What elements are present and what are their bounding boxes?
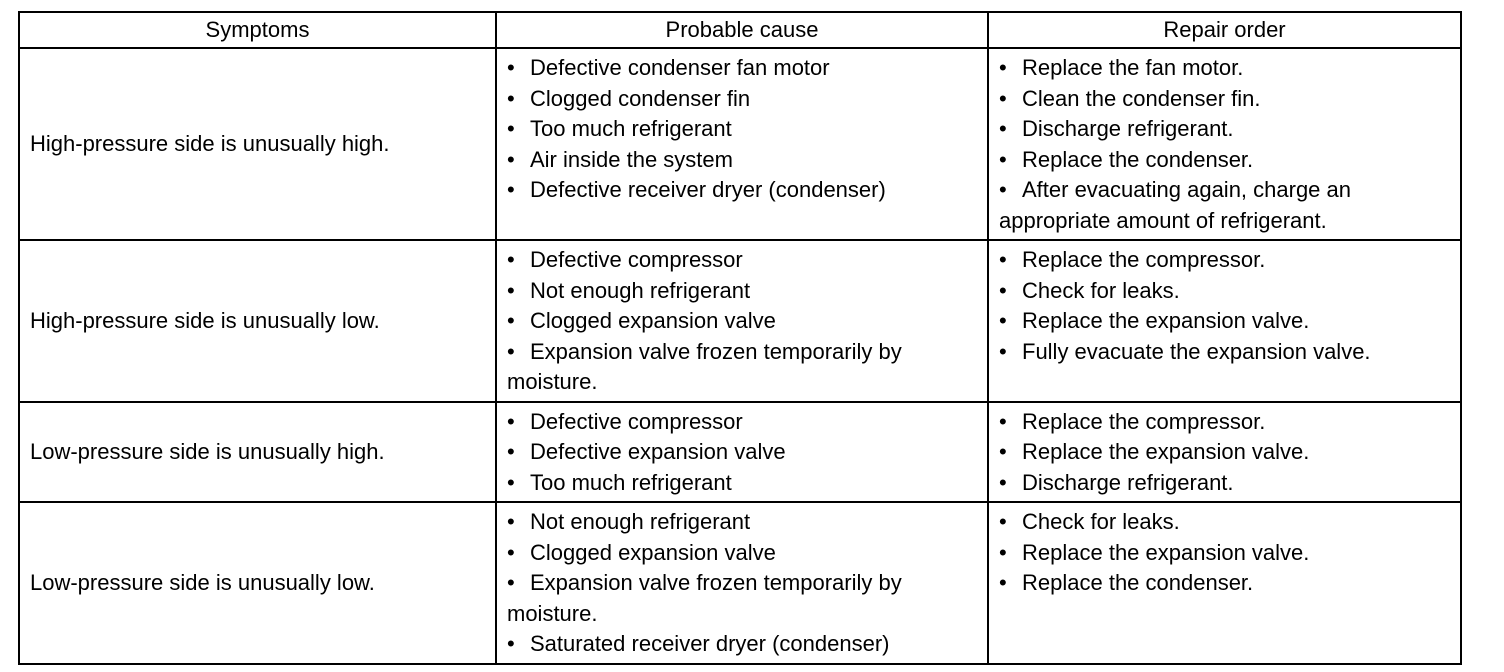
header-row xyxy=(19,12,1461,48)
bullet-icon: • xyxy=(507,408,515,434)
bullet-icon: • xyxy=(507,469,515,495)
symptom-cell: Low-pressure side is unusually low. xyxy=(19,502,496,664)
diagnosis-table xyxy=(18,11,1462,665)
table-row xyxy=(19,502,1461,664)
list-item: • Defective receiver dryer (condenser) xyxy=(507,175,977,206)
list-item: • Defective condenser fan motor xyxy=(507,53,977,84)
list-item: • Replace the fan motor. xyxy=(999,53,1450,84)
list-item: • Check for leaks. xyxy=(999,507,1450,538)
list-item: • Clogged condenser fin xyxy=(507,84,977,115)
header-symptoms: Symptoms xyxy=(19,12,496,48)
list-item: • Expansion valve frozen temporarily by moisture. xyxy=(507,338,902,394)
list-item: • Clean the condenser fin. xyxy=(999,84,1450,115)
bullet-icon: • xyxy=(507,631,515,656)
list-item: • Replace the compressor. xyxy=(999,407,1450,438)
bullet-icon: • xyxy=(507,85,515,111)
bullet-icon: • xyxy=(999,338,1007,364)
cause-cell xyxy=(496,402,988,503)
list-item: • Defective compressor xyxy=(507,407,977,438)
list-item: • Fully evacuate the expansion valve. xyxy=(999,337,1450,368)
bullet-icon: • xyxy=(999,146,1007,172)
cause-cell xyxy=(496,240,988,402)
repair-cell xyxy=(988,240,1461,402)
list-item: • Defective expansion valve xyxy=(507,437,977,468)
header-repair-order: Repair order xyxy=(988,12,1461,48)
list-item: • Too much refrigerant xyxy=(507,468,977,499)
symptom-cell: High-pressure side is unusually low. xyxy=(19,240,496,402)
list-item: • Clogged expansion valve xyxy=(507,538,977,569)
list-item: • Saturated receiver dryer (condenser) xyxy=(507,629,977,660)
symptom-cell: High-pressure side is unusually high. xyxy=(19,48,496,240)
bullet-icon: • xyxy=(999,570,1007,595)
list-item: • Air inside the system xyxy=(507,145,977,176)
bullet-icon: • xyxy=(507,146,515,172)
bullet-icon: • xyxy=(999,509,1007,534)
list-item: • Discharge refrigerant. xyxy=(999,468,1450,499)
list-item: • Replace the condenser. xyxy=(999,568,1450,599)
symptom-cell: Low-pressure side is unusually high. xyxy=(19,402,496,503)
list-item: • Not enough refrigerant xyxy=(507,276,977,307)
list-item: • Not enough refrigerant xyxy=(507,507,977,538)
list-item: • Defective compressor xyxy=(507,245,977,276)
list-item: • Replace the condenser. xyxy=(999,145,1450,176)
list-item: • Check for leaks. xyxy=(999,276,1450,307)
list-item: • After evacuating again, charge an appropriate amount of refrigerant. xyxy=(999,177,1352,233)
bullet-icon: • xyxy=(999,539,1007,565)
bullet-icon: • xyxy=(507,539,515,565)
bullet-icon: • xyxy=(507,277,515,303)
bullet-icon: • xyxy=(999,247,1007,272)
list-item: • Clogged expansion valve xyxy=(507,306,977,337)
bullet-icon: • xyxy=(507,338,515,364)
bullet-icon: • xyxy=(507,439,515,464)
cause-cell xyxy=(496,48,988,240)
bullet-icon: • xyxy=(507,247,515,272)
list-item: • Expansion valve frozen temporarily by moisture. xyxy=(507,570,902,626)
bullet-icon: • xyxy=(507,509,515,534)
list-item: • Replace the expansion valve. xyxy=(999,437,1450,468)
bullet-icon: • xyxy=(999,177,1007,202)
list-item: • Replace the expansion valve. xyxy=(999,306,1450,337)
repair-cell xyxy=(988,402,1461,503)
repair-cell xyxy=(988,502,1461,664)
cause-cell xyxy=(496,502,988,664)
list-item: • Replace the expansion valve. xyxy=(999,538,1450,569)
bullet-icon: • xyxy=(999,308,1007,333)
bullet-icon: • xyxy=(507,55,515,80)
bullet-icon: • xyxy=(999,408,1007,434)
bullet-icon: • xyxy=(999,55,1007,80)
table-row xyxy=(19,402,1461,503)
repair-cell xyxy=(988,48,1461,240)
bullet-icon: • xyxy=(999,277,1007,303)
table-row xyxy=(19,48,1461,240)
bullet-icon: • xyxy=(507,177,515,202)
bullet-icon: • xyxy=(999,439,1007,464)
list-item: • Replace the compressor. xyxy=(999,245,1450,276)
bullet-icon: • xyxy=(507,116,515,141)
table-row xyxy=(19,240,1461,402)
bullet-icon: • xyxy=(999,85,1007,111)
bullet-icon: • xyxy=(999,116,1007,141)
list-item: • Discharge refrigerant. xyxy=(999,114,1450,145)
bullet-icon: • xyxy=(507,570,515,595)
bullet-icon: • xyxy=(507,308,515,333)
bullet-icon: • xyxy=(999,469,1007,495)
header-probable-cause: Probable cause xyxy=(496,12,988,48)
list-item: • Too much refrigerant xyxy=(507,114,977,145)
